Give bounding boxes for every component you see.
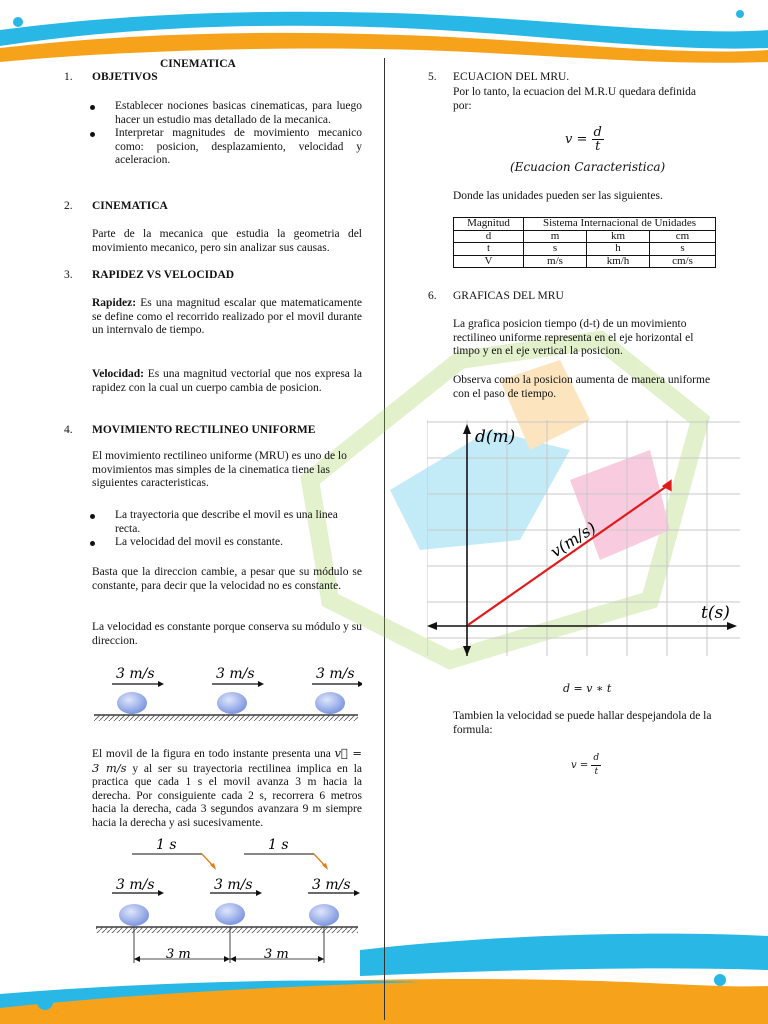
speed-label: 3 m/s (316, 666, 355, 682)
section-title: GRAFICAS DEL MRU (453, 290, 564, 302)
speed-label: 3 m/s (116, 666, 155, 682)
mobile-ball (315, 692, 345, 714)
table-row (454, 218, 716, 231)
distance-label: 3 m (166, 947, 191, 962)
rapidez-definition: Rapidez: Es una magnitud escalar que matematicamente se define como el recorrido realizado por el movil durante un internvalo de tiempo. (92, 297, 362, 336)
list-item: La velocidad del movil es constante. (90, 536, 362, 550)
time-label: 1 s (156, 837, 177, 853)
velocity-equation: v = $\frac{d}{t}$ (571, 753, 600, 777)
mru-intro: El movimiento rectilineo uniforme (MRU) es uno de lo movimientos mas simples de la cinematica tiene las siguientes caracteristicas. (92, 450, 347, 489)
velocity-note: Tambien la velocidad se puede hallar despejandola de la formula: (453, 710, 712, 736)
table-row: d m km cm (454, 230, 716, 243)
section-number: 4. (64, 424, 73, 436)
time-label: 1 s (268, 837, 289, 853)
constant-velocity-note: La velocidad es constante porque conserva su módulo y su direccion. (92, 621, 362, 647)
graph-observation: Observa como la posicion aumenta de manera uniforme con el paso de tiempo. (453, 374, 711, 400)
list-item: Establecer nociones basicas cinematicas, para luego hacer un estudio mas detallado de la mecanica. (90, 100, 362, 127)
section-title: MOVIMIENTO RECTILINEO UNIFORME (92, 424, 316, 436)
position-time-graph (427, 420, 740, 656)
table-header: Sistema Internacional de Unidades (524, 218, 716, 231)
column-divider (384, 58, 385, 1020)
units-table (453, 217, 716, 268)
section-number: 1. (64, 71, 73, 83)
section-number: 5. (428, 71, 437, 83)
speed-label: 3 m/s (216, 666, 255, 682)
table-header: Magnitud (454, 218, 524, 231)
x-axis-label: t(s) (701, 603, 730, 623)
section-title: CINEMATICA (92, 200, 168, 212)
list-item: La trayectoria que describe el movil es una linea recta. (90, 509, 362, 536)
direction-note: Basta que la direccion cambie, a pesar que su módulo se constante, para decir que la velocidad no es constante. (92, 566, 362, 592)
mru-characteristics-list (90, 509, 362, 550)
section-title: ECUACION DEL MRU. (453, 71, 570, 83)
section-number: 3. (64, 269, 73, 281)
section-title: RAPIDEZ VS VELOCIDAD (92, 269, 235, 281)
cinematica-definition: Parte de la mecanica que estudia la geometria del movimiento mecanico, pero sin analizar sus causas. (92, 228, 362, 254)
table-row: t s h s (454, 243, 716, 256)
mru-example-text: El movil de la figura en todo instante presenta una v⃗ = 3 m/s y al ser su trayectoria rectilinea implica en la practica que cada 1 s el movil avanza 3 m hacia la derecha. Por consiguiente cada 2 s, recorrera 6 metros hacia la derecha, cada 3 segundos avanzara 9 m siempre hacia la derecha y asi sucesivamente. (92, 746, 363, 829)
y-axis-label: d(m) (475, 427, 516, 447)
mru-figure-1 (90, 660, 362, 730)
velocity-line (468, 486, 667, 625)
units-intro: Donde las unidades pueden ser las siguientes. (453, 190, 663, 202)
mobile-ball (309, 904, 339, 926)
distance-equation: d = v ∗ t (563, 682, 612, 695)
distance-label: 3 m (264, 947, 289, 962)
line-label: v(m/s) (546, 518, 600, 562)
mobile-ball (117, 692, 147, 714)
speed-label: 3 m/s (116, 877, 155, 893)
mru-equation-intro: Por lo tanto, la ecuacion del M.R.U quedara definida por: (453, 86, 697, 112)
section-title: OBJETIVOS (92, 71, 158, 83)
speed-label: 3 m/s (312, 877, 351, 893)
mru-figure-2 (90, 835, 362, 967)
graph-description: La grafica posicion tiempo (d-t) de un movimiento rectilineo uniforme representa en el eje horizontal el timpo y en el eje vertical la posicion. (453, 318, 694, 357)
mobile-ball (215, 903, 245, 925)
characteristic-equation: v = $\frac{d}{t}$ (565, 125, 602, 154)
mobile-ball (119, 904, 149, 926)
mobile-ball (217, 692, 247, 714)
speed-label: 3 m/s (214, 877, 253, 893)
section-number: 6. (428, 290, 437, 302)
velocidad-definition: Velocidad: Es una magnitud vectorial que nos expresa la rapidez con la cual un cuerpo cambia de posicion. (92, 368, 362, 394)
equation-caption: (Ecuacion Caracteristica) (510, 160, 666, 174)
section-number: 2. (64, 200, 73, 212)
objectives-list (90, 100, 362, 168)
document-title: CINEMATICA (160, 58, 236, 70)
table-row: V m/s km/h cm/s (454, 255, 716, 268)
list-item: Interpretar magnitudes de movimiento mecanico como: posicion, desplazamiento, velocidad y aceleracion. (90, 127, 362, 168)
